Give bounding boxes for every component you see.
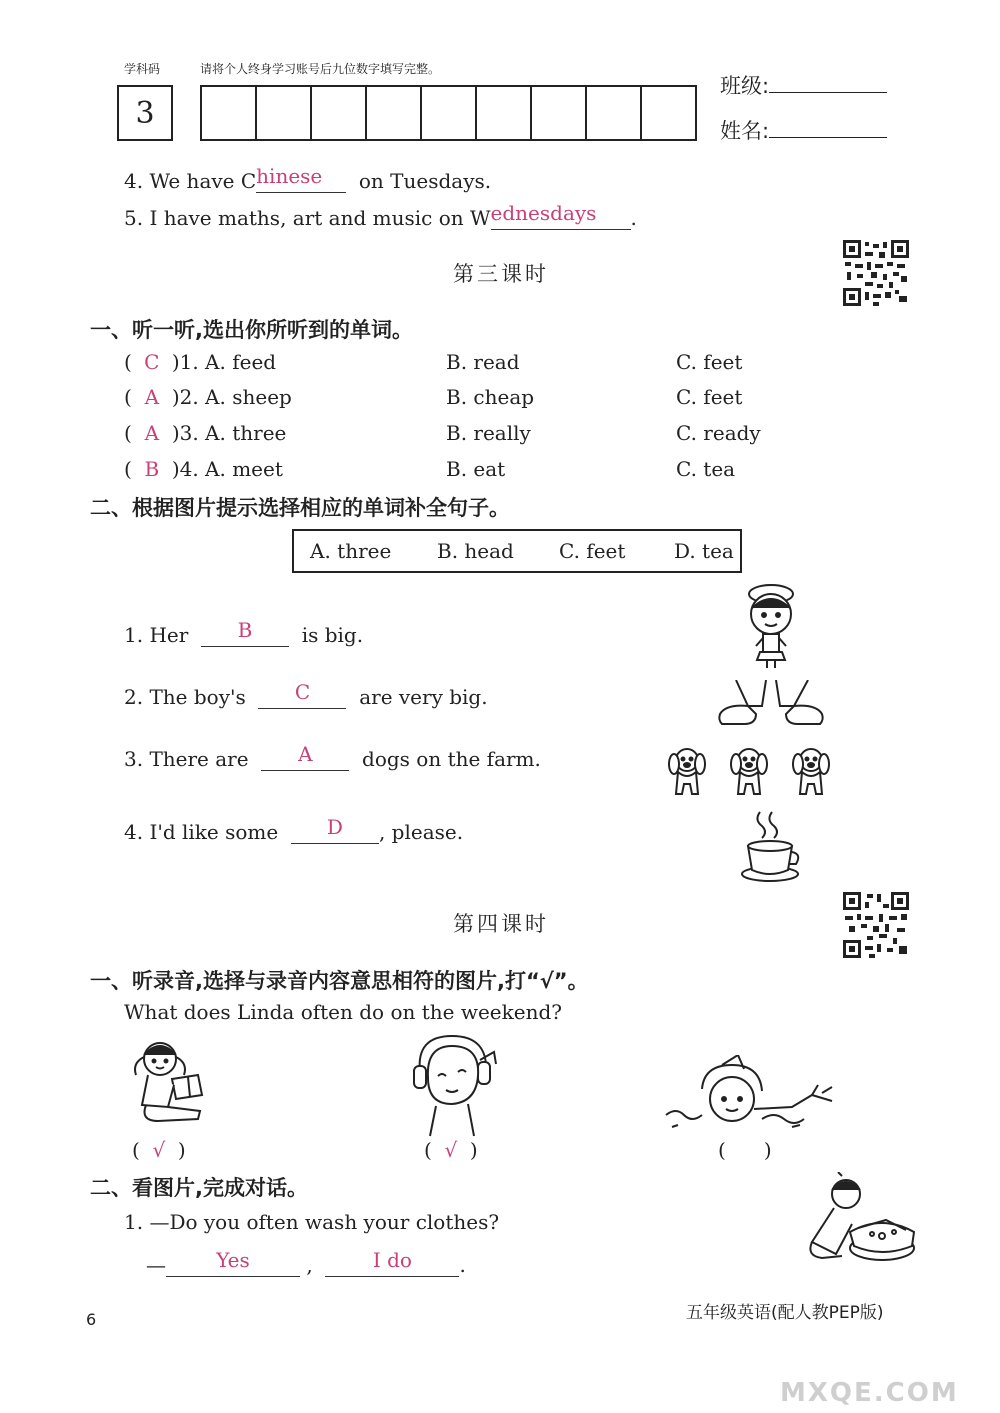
subject-code-label: 学科码 bbox=[124, 62, 161, 76]
list-item: ( C )1. A. feed bbox=[124, 350, 277, 374]
answer-blank[interactable]: I do bbox=[325, 1248, 459, 1277]
lesson-4-title: 第四课时 bbox=[453, 912, 549, 936]
picture-1-check[interactable]: ( √ ) bbox=[132, 1138, 186, 1162]
qr-code-icon[interactable] bbox=[843, 892, 909, 958]
sentence-4: 4. I'd like some D , please. bbox=[124, 815, 464, 844]
three-dogs-illustration bbox=[662, 744, 842, 800]
digit-box[interactable] bbox=[531, 85, 586, 141]
picture-3-check[interactable]: ( ) bbox=[718, 1138, 772, 1162]
option-c: C. feet bbox=[676, 385, 743, 409]
girl-swimming-illustration bbox=[662, 1055, 842, 1135]
answer-blank[interactable]: ednesdays bbox=[491, 201, 631, 230]
answer-choice[interactable]: B bbox=[144, 457, 160, 481]
answer-blank[interactable]: C bbox=[258, 680, 346, 709]
answer-blank[interactable]: B bbox=[201, 618, 289, 647]
option-c: C. ready bbox=[676, 421, 761, 445]
answer-blank[interactable]: hinese bbox=[256, 164, 346, 193]
name-field[interactable]: 姓名: bbox=[720, 115, 887, 145]
girl-washing-clothes-illustration bbox=[802, 1172, 918, 1266]
answer-blank[interactable]: A bbox=[261, 742, 349, 771]
sentence-1: 1. Her B is big. bbox=[124, 618, 364, 647]
digit-box[interactable] bbox=[311, 85, 366, 141]
qr-code-icon[interactable] bbox=[843, 240, 909, 306]
top-question-4: 4. We have Chinese on Tuesdays. bbox=[124, 164, 492, 193]
digit-box[interactable] bbox=[586, 85, 641, 141]
dialogue-question: 1. —Do you often wash your clothes? bbox=[124, 1210, 500, 1234]
watermark: MXQE.COM bbox=[780, 1378, 959, 1408]
answer-choice[interactable]: C bbox=[144, 350, 160, 374]
word-option: A. three bbox=[310, 539, 392, 563]
lesson-3-part-2-heading: 二、根据图片提示选择相应的单词补全句子。 bbox=[90, 496, 510, 520]
dialogue-answer: — Yes , I do . bbox=[146, 1248, 466, 1277]
page-number: 6 bbox=[86, 1310, 97, 1329]
cup-of-tea-illustration bbox=[738, 808, 802, 884]
digit-box[interactable] bbox=[641, 85, 697, 141]
option-c: C. tea bbox=[676, 457, 736, 481]
lesson-4-part-1-heading: 一、听录音,选择与录音内容意思相符的图片,打“√”。 bbox=[90, 969, 589, 993]
answer-blank[interactable]: D bbox=[291, 815, 379, 844]
list-item: ( B )4. A. meet bbox=[124, 457, 283, 481]
digit-box[interactable] bbox=[256, 85, 311, 141]
subject-code-box: 3 bbox=[117, 85, 173, 141]
digit-box[interactable] bbox=[200, 85, 256, 141]
girl-big-head-illustration bbox=[738, 582, 804, 672]
word-option: C. feet bbox=[559, 539, 626, 563]
digit-box[interactable] bbox=[421, 85, 476, 141]
option-b: B. read bbox=[446, 350, 520, 374]
option-b: B. eat bbox=[446, 457, 506, 481]
sentence-3: 3. There are A dogs on the farm. bbox=[124, 742, 541, 771]
class-field[interactable]: 班级: bbox=[720, 70, 887, 100]
lesson-3-title: 第三课时 bbox=[453, 262, 549, 286]
answer-blank[interactable]: Yes bbox=[166, 1248, 300, 1277]
list-item: ( A )2. A. sheep bbox=[124, 385, 292, 409]
account-digit-boxes bbox=[200, 85, 697, 141]
word-option: D. tea bbox=[674, 539, 734, 563]
listening-items bbox=[124, 350, 884, 500]
sentence-2: 2. The boy's C are very big. bbox=[124, 680, 488, 709]
word-option: B. head bbox=[437, 539, 514, 563]
word-bank bbox=[292, 529, 742, 573]
lesson-4-part-2-heading: 二、看图片,完成对话。 bbox=[90, 1176, 308, 1200]
option-c: C. feet bbox=[676, 350, 743, 374]
digit-box[interactable] bbox=[476, 85, 531, 141]
answer-choice[interactable]: A bbox=[144, 385, 160, 409]
girl-listening-music-illustration bbox=[406, 1032, 500, 1138]
digit-box[interactable] bbox=[366, 85, 421, 141]
book-title: 五年级英语(配人教PEP版) bbox=[686, 1303, 884, 1323]
big-feet-illustration bbox=[716, 680, 826, 730]
account-instruction: 请将个人终身学习账号后九位数字填写完整。 bbox=[200, 62, 441, 76]
option-b: B. really bbox=[446, 421, 531, 445]
option-b: B. cheap bbox=[446, 385, 535, 409]
picture-2-check[interactable]: ( √ ) bbox=[424, 1138, 478, 1162]
girl-reading-illustration bbox=[118, 1035, 210, 1127]
list-item: ( A )3. A. three bbox=[124, 421, 287, 445]
answer-choice[interactable]: A bbox=[144, 421, 160, 445]
top-question-5: 5. I have maths, art and music on Wednesdays . bbox=[124, 201, 637, 230]
listening-question: What does Linda often do on the weekend? bbox=[124, 1000, 562, 1024]
lesson-3-part-1-heading: 一、听一听,选出你所听到的单词。 bbox=[90, 318, 413, 342]
